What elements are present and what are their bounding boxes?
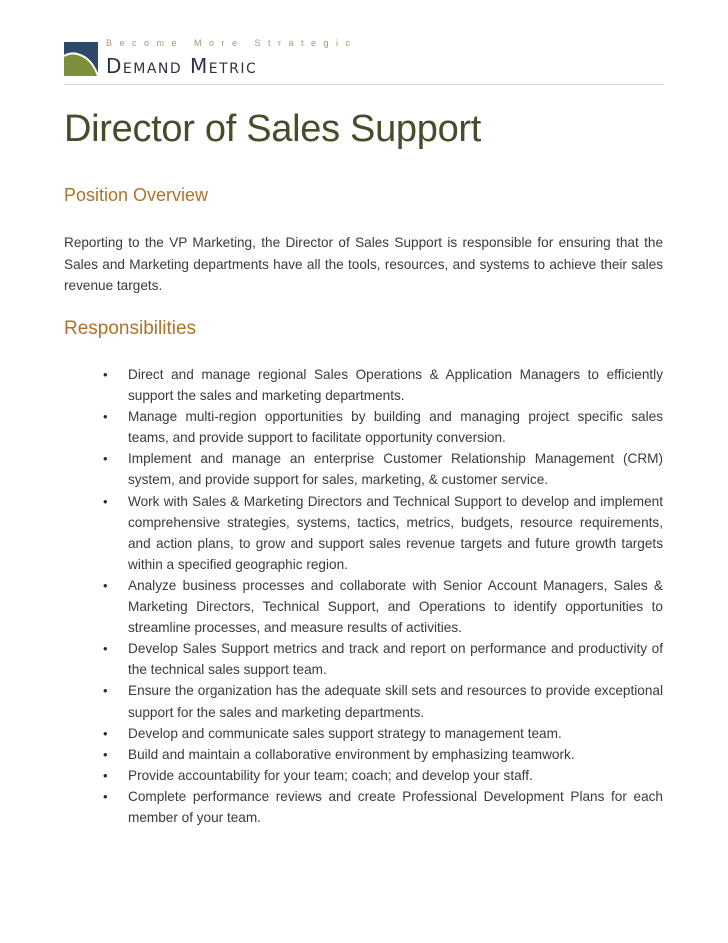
list-item (103, 786, 663, 828)
list-item-text: Direct and manage regional Sales Operations & Application Managers to efficiently support the sales and marketing departments. (128, 367, 663, 404)
list-item (103, 723, 663, 744)
bullet-icon: • (103, 767, 108, 783)
tagline: Become More Strategic (106, 38, 358, 48)
bullet-icon: • (103, 641, 108, 657)
list-item (103, 448, 663, 490)
brand-name: Demand Metric (106, 54, 258, 78)
list-item (103, 364, 663, 406)
bullet-icon: • (103, 725, 108, 741)
list-item-text: Develop Sales Support metrics and track and report on performance and productivity of the technical sales support team. (128, 641, 663, 678)
list-item-text: Build and maintain a collaborative environment by emphasizing teamwork. (128, 746, 575, 762)
list-item-text: Analyze business processes and collaborate with Senior Account Managers, Sales & Marketing Directors, Technical Support, and Operations to identify opportunities to streamline processes, and measure results of activities. (128, 577, 663, 636)
header-divider (64, 84, 664, 85)
bullet-icon: • (103, 493, 108, 509)
list-item-text: Implement and manage an enterprise Customer Relationship Management (CRM) system, and provide support for sales, marketing, & customer service. (128, 451, 663, 488)
bullet-icon: • (103, 367, 108, 382)
list-item-text: Work with Sales & Marketing Directors and Technical Support to develop and implement comprehensive strategies, systems, tactics, metrics, budgets, resource requirements, and action plans, to grow and support sales revenue targets and future growth targets within a specified geographic region. (128, 493, 663, 572)
list-item-text: Ensure the organization has the adequate skill sets and resources to provide exceptional support for the sales and marketing departments. (128, 683, 663, 720)
demand-metric-logo (64, 38, 358, 80)
list-item (103, 491, 663, 575)
list-item-text: Manage multi-region opportunities by building and managing project specific sales teams, and provide support to facilitate opportunity conversion. (128, 409, 663, 446)
list-item (103, 680, 663, 722)
logo-mark-icon (64, 42, 98, 76)
list-item (103, 765, 663, 786)
responsibilities-heading: Responsibilities (64, 318, 197, 339)
list-item-text: Provide accountability for your team; coach; and develop your staff. (128, 767, 533, 783)
list-item (103, 744, 663, 765)
list-item (103, 406, 663, 448)
bullet-icon: • (103, 577, 108, 593)
list-item-text: Complete performance reviews and create Professional Development Plans for each member of your team. (128, 788, 663, 825)
bullet-icon: • (103, 451, 108, 467)
bullet-icon: • (103, 788, 108, 804)
bullet-icon: • (103, 409, 108, 425)
bullet-icon: • (103, 746, 108, 762)
overview-heading: Position Overview (64, 185, 209, 205)
bullet-icon: • (103, 683, 108, 699)
list-item (103, 638, 663, 680)
list-item-text: Develop and communicate sales support strategy to management team. (128, 725, 562, 741)
responsibilities-list (103, 364, 663, 828)
overview-paragraph: Reporting to the VP Marketing, the Director of Sales Support is responsible for ensuring that the Sales and Marketing departments have all the tools, resources, and systems to achieve their sales revenue targets. (64, 235, 663, 293)
page-title: Director of Sales Support (64, 108, 482, 150)
list-item (103, 575, 663, 638)
